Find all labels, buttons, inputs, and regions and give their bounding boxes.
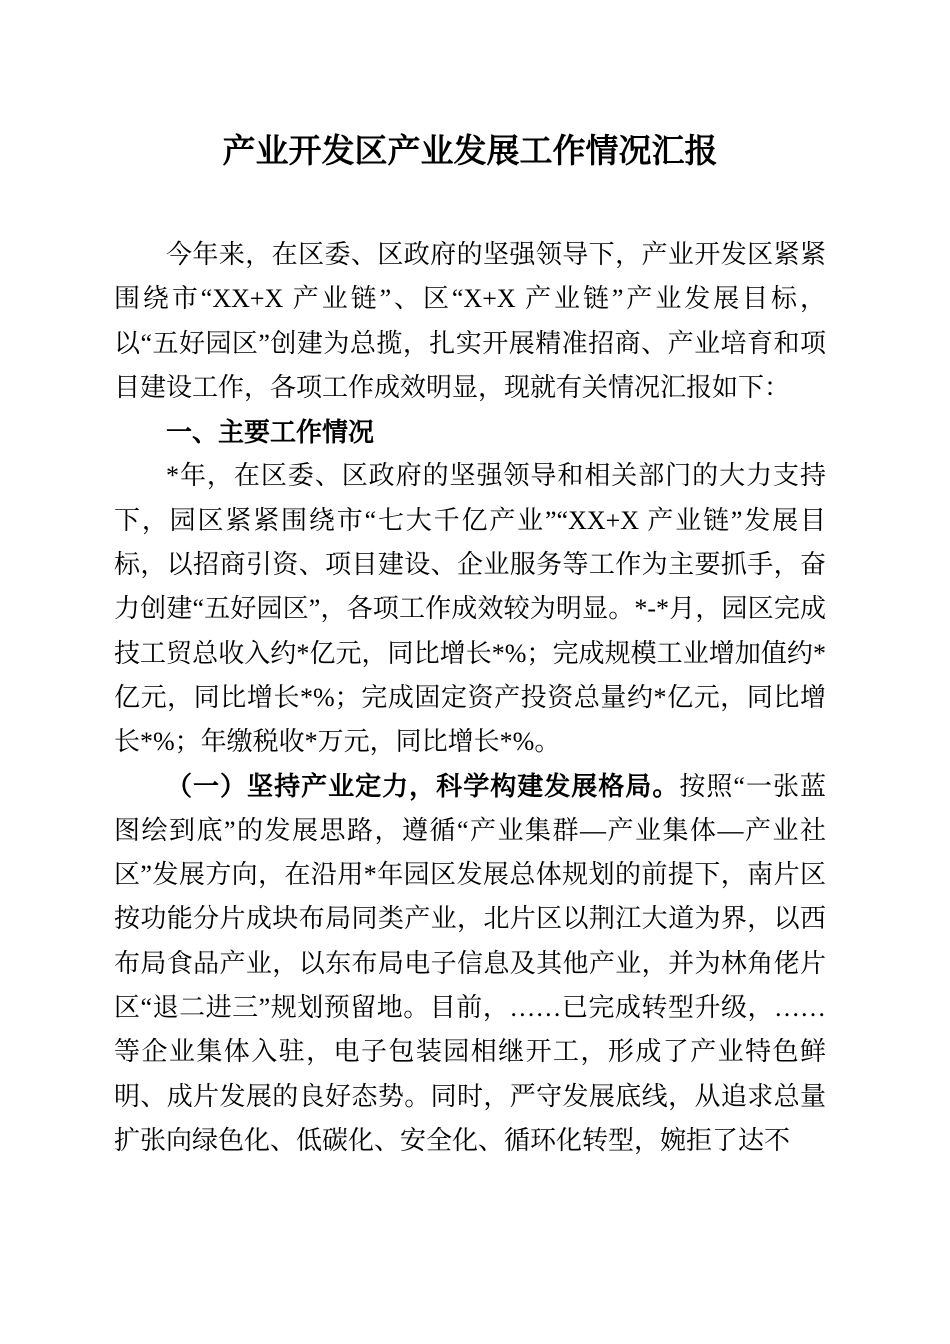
- document-content: [114, 130, 826, 1163]
- section-1-heading: 一、主要工作情况: [166, 417, 375, 448]
- item-1-lead-sentence: （一）坚持产业定力，科学构建发展格局。: [166, 771, 680, 801]
- document-title: 产业开发区产业发展工作情况汇报: [222, 134, 718, 170]
- intro-paragraph: 今年来，在区委、区政府的坚强领导下，产业开发区紧紧围绕市“XX+X 产业链”、区“X+X 产业链”产业发展目标，以“五好园区”创建为总揽，扎实开展精准招商、产业培育和项目建设工作，各项工作成效明显，现就有关情况汇报如下：: [114, 240, 826, 402]
- item-1-body-text: 按照“一张蓝图绘到底”的发展思路，遵循“产业集群—产业集体—产业社区”发展方向，在沿用*年园区发展总体规划的前提下，南片区按功能分片成块布局同类产业，北片区以荆江大道为界，以西布局食品产业，以东布局电子信息及其他产业，并为林角佬片区“退二进三”规划预留地。目前，……已完成转型升级，……等企业集体入驻，电子包装园相继开工，形成了产业特色鲜明、成片发展的良好态势。同时，严守发展底线，从追求总量扩张向绿色化、低碳化、安全化、循环化转型，婉拒了达不: [114, 771, 826, 1155]
- section-1-item-1-paragraph: [114, 765, 826, 1164]
- section-1-overview-paragraph: *年，在区委、区政府的坚强领导和相关部门的大力支持下，园区紧紧围绕市“七大千亿产业”“XX+X 产业链”发展目标，以招商引资、项目建设、企业服务等工作为主要抓手，奋力创建“五好园区”，各项工作成效较为明显。*-*月，园区完成技工贸总收入约*亿元，同比增长*%；完成规模工业增加值约*亿元，同比增长*%；完成固定资产投资总量约*亿元，同比增长*%；年缴税收*万元，同比增长*%。: [114, 461, 826, 757]
